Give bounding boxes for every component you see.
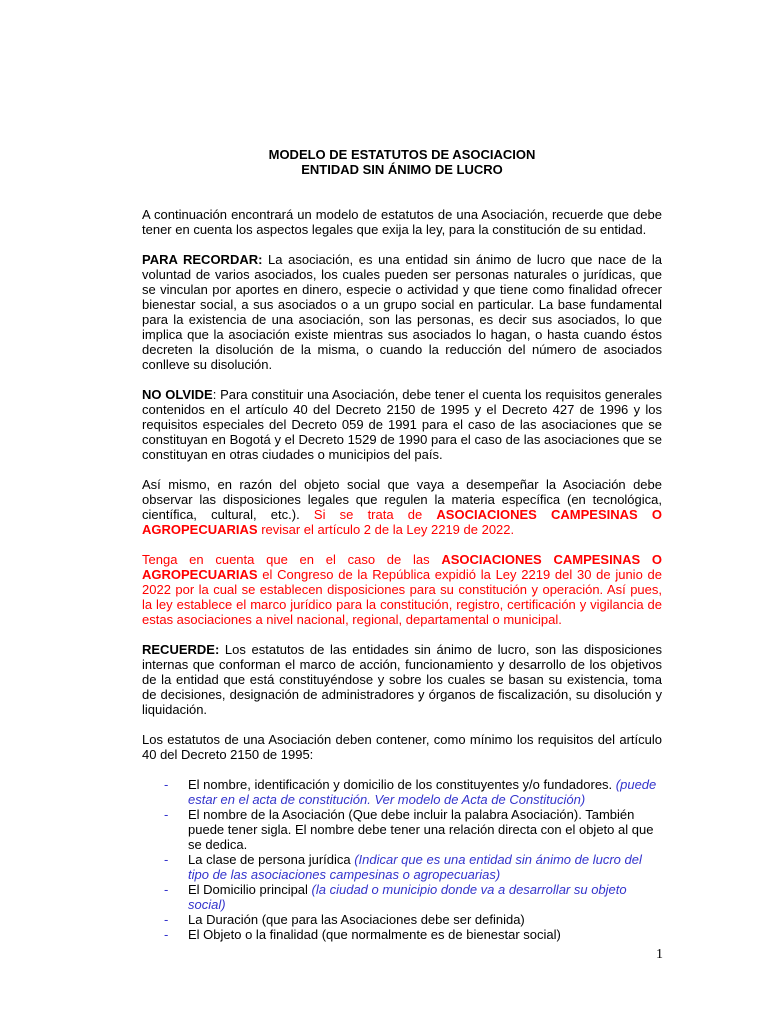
intro-paragraph: A continuación encontrará un modelo de estatutos de una Asociación, recuerde que debe tener en cuenta los aspectos legales que exija la ley, para la constitución de su entidad.	[142, 207, 662, 237]
tenga-bold: ASOCIACIONES CAMPESINAS O AGROPECUARIAS	[142, 552, 662, 582]
list-item-text: El Objeto o la finalidad (que normalmente es de bienestar social)	[188, 927, 561, 942]
asi-mismo-red-pre: Si se trata de	[313, 507, 437, 522]
list-item-text: El Domicilio principal	[188, 882, 312, 897]
list-item-text: El nombre de la Asociación (Que debe incluir la palabra Asociación). También puede tener sigla. El nombre debe tener una relación directa con el objeto al que se dedica.	[188, 807, 654, 852]
list-dash: -	[164, 852, 169, 867]
para-recordar-text: La asociación, es una entidad sin ánimo de lucro que nace de la voluntad de varios asociados, los cuales pueden ser personas naturales o jurídicas, que se vinculan por aportes en dinero, especie o actividad y que tiene como finalidad ofrecer bienestar social, a sus asociados o a un grupo social en particular. La base fundamental para la existencia de una asociación, son las personas, es decir sus asociados, lo que implica que la asociación existe mientras sus asociados lo hagan, o hasta cuando éstos decreten la disolución de la misma, o cuando la reducción del número de asociados conlleve su disolución.	[142, 252, 662, 372]
list-dash: -	[164, 912, 169, 927]
no-olvide-label: NO OLVIDE	[142, 387, 213, 402]
list-item-text: La clase de persona jurídica	[188, 852, 355, 867]
tenga-post: el Congreso de la República expidió la Ley 2219 del 30 de junio de 2022 por la cual se establecen disposiciones para su constitución y operación. Así pues, la ley establece el marco jurídico para la constitución, registro, certificación y vigilancia de estas asociaciones a nivel nacional, regional, departamental o municipal.	[142, 567, 662, 627]
recuerde-label: RECUERDE:	[142, 642, 220, 657]
list-item-text: La Duración (que para las Asociaciones debe ser definida)	[188, 912, 525, 927]
list-dash: -	[164, 807, 169, 822]
para-recordar-paragraph	[142, 252, 662, 372]
document-title-line1: MODELO DE ESTATUTOS DE ASOCIACION	[268, 147, 536, 162]
document-title-line2: ENTIDAD SIN ÁNIMO DE LUCRO	[301, 162, 503, 177]
no-olvide-paragraph	[142, 387, 662, 462]
no-olvide-text: : Para constituir una Asociación, debe tener el cuenta los requisitos generales contenidos en el artículo 40 del Decreto 2150 de 1995 y el Decreto 427 de 1996 y los requisitos especiales del Decreto 059 de 1991 para el caso de las asociaciones que se constituyan en Bogotá y el Decreto 1529 de 1990 para el caso de las asociaciones que se constituyan en otras ciudades o municipios del país.	[142, 387, 662, 462]
asi-mismo-red-post: revisar el artículo 2 de la Ley 2219 de 2022.	[257, 522, 515, 537]
recuerde-paragraph	[142, 642, 662, 717]
page-number: 1	[656, 947, 663, 962]
list-dash: -	[164, 777, 169, 792]
list-dash: -	[164, 882, 169, 897]
list-item	[142, 807, 662, 852]
list-item	[142, 927, 662, 942]
recuerde-text: Los estatutos de las entidades sin ánimo de lucro, son las disposiciones internas que conforman el marco de acción, funcionamiento y desarrollo de los objetivos de la entidad que está constituyéndose y sobre los cuales se basan su existencia, toma de decisiones, designación de administradores y órganos de fiscalización, su disolución y liquidación.	[142, 642, 662, 717]
list-item	[142, 882, 662, 912]
asi-mismo-red-bold: ASOCIACIONES CAMPESINAS O AGROPECUARIAS	[142, 507, 662, 537]
list-item	[142, 852, 662, 882]
list-item-note: (la ciudad o municipio donde va a desarrollar su objeto social)	[188, 882, 627, 912]
list-item	[142, 777, 662, 807]
list-item-note: (Indicar que es una entidad sin ánimo de lucro del tipo de las asociaciones campesinas o agropecuarias)	[188, 852, 642, 882]
list-item-text: El nombre, identificación y domicilio de los constituyentes y/o fundadores.	[188, 777, 616, 792]
tenga-pre: Tenga en cuenta que en el caso de las	[142, 552, 442, 567]
requirements-list	[142, 777, 662, 942]
list-item	[142, 912, 662, 927]
tenga-paragraph	[142, 552, 662, 627]
list-dash: -	[164, 927, 169, 942]
document-page	[142, 147, 662, 942]
estatutos-intro-paragraph: Los estatutos de una Asociación deben contener, como mínimo los requisitos del artículo 40 del Decreto 2150 de 1995:	[142, 732, 662, 762]
list-item-note: (puede estar en el acta de constitución. Ver modelo de Acta de Constitución)	[188, 777, 657, 807]
asi-mismo-paragraph	[142, 477, 662, 537]
para-recordar-label: PARA RECORDAR:	[142, 252, 263, 267]
asi-mismo-text: Así mismo, en razón del objeto social que vaya a desempeñar la Asociación debe observar las disposiciones legales que regulen la materia específica (en tecnológica, científica, cultural, etc.).	[142, 477, 662, 522]
